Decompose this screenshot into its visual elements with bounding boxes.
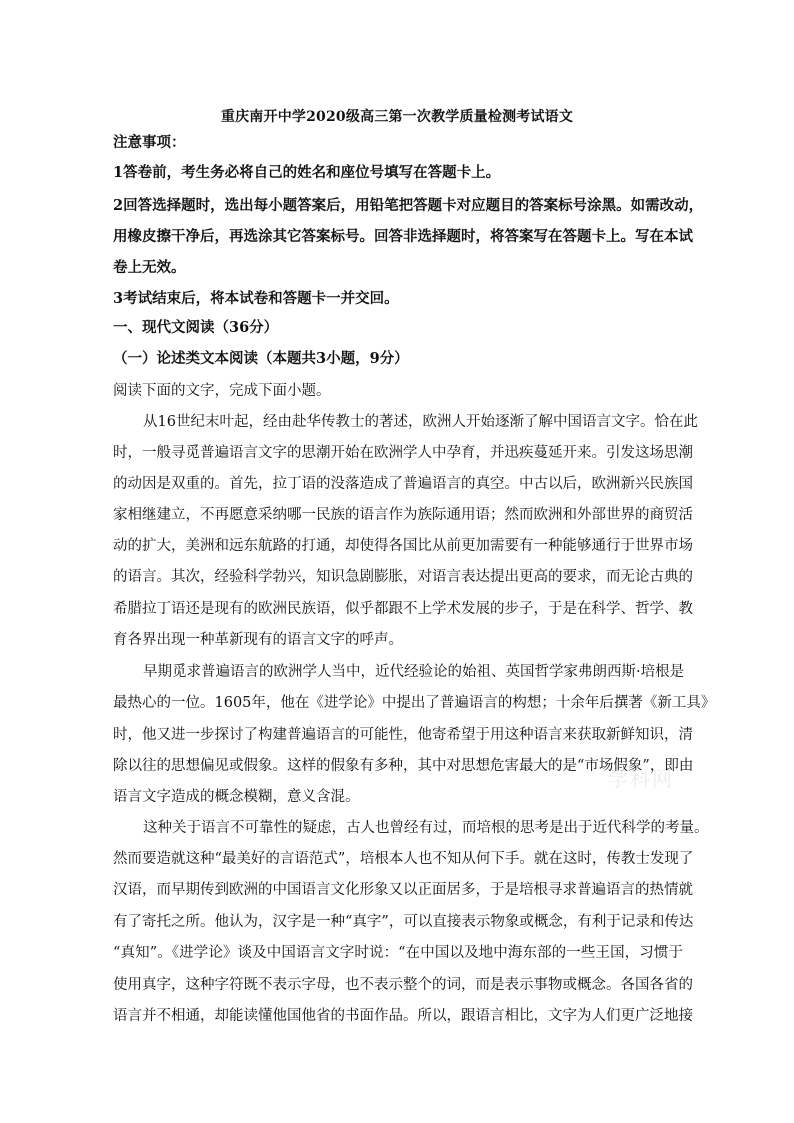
section-heading: 一、现代文阅读（36分） — [113, 319, 279, 336]
body-line: 除以往的思想偏见或假象。这样的假象有多种，其中对思想危害最大的是“市场假象”，即由 — [113, 758, 694, 774]
body-line: “真知”。《进学论》谈及中国语言文字时说：“在中国以及地中海东部的一些王国，习惯于 — [113, 945, 683, 961]
body-line: 然而要造就这种“最美好的言语范式”，培根本人也不知从何下手。就在这时，传教士发现了 — [113, 851, 694, 867]
notice-heading: 注意事项： — [113, 134, 186, 151]
notice-item: 3考试结束后，将本试卷和答题卡一并交回。 — [113, 290, 399, 307]
body-line: 汉语，而早期传到欧洲的中国语言文化形象又以正面居多，于是培根寻求普遍语言的热情就 — [113, 882, 693, 898]
body-line: 早期觅求普遍语言的欧洲学人当中，近代经验论的始祖、英国哲学家弗朗西斯·培根是 — [143, 664, 685, 680]
body-line: 使用真字，这种字符既不表示字母，也不表示整个的词，而是表示事物或概念。各国各省的 — [113, 977, 693, 993]
body-line: 最热心的一位。1605年，他在《进学论》中提出了普遍语言的构想；十余年后撰著《新工具》 — [113, 695, 716, 711]
body-line: 时，一般寻觅普遍语言文字的思潮开始在欧洲学人中孕育，并迅疾蔓延开来。引发这场思潮 — [113, 445, 693, 461]
body-line: 动的扩大，美洲和远东航路的打通，却使得各国比从前更加需要有一种能够通行于世界市场 — [113, 538, 693, 554]
body-line: 这种关于语言不可靠性的疑虑，古人也曾经有过，而培根的思考是出于近代科学的考量。 — [143, 820, 709, 836]
document-title: 重庆南开中学2020级高三第一次教学质量检测考试语文 — [220, 109, 574, 125]
subsection-heading: （一）论述类文本阅读（本题共3小题，9分） — [113, 350, 409, 367]
body-line: 语言并不相通，却能读懂他国他省的书面作品。所以，跟语言相比，文字为人们更广泛地接 — [113, 1008, 693, 1024]
body-line: 从16世纪末叶起，经由赴华传教士的著述，欧洲人开始逐渐了解中国语言文字。恰在此 — [143, 414, 698, 430]
notice-item: 2回答选择题时，选出每小题答案后，用铅笔把答题卡对应题目的答案标号涂黑。如需改动， — [113, 197, 704, 214]
body-line: 的动因是双重的。首先，拉丁语的没落造成了普遍语言的真空。中古以后，欧洲新兴民族国 — [113, 476, 693, 492]
notice-item: 1答卷前，考生务必将自己的姓名和座位号填写在答题卡上。 — [113, 164, 501, 181]
body-line: 时，他又进一步探讨了构建普遍语言的可能性，他寄希望于用这种语言来获取新鲜知识，清 — [113, 727, 693, 743]
body-line: 语言文字造成的概念模糊，意义含混。 — [113, 789, 360, 805]
body-line: 育各界出现一种革新现有的语言文字的呼声。 — [113, 632, 403, 648]
body-line: 的语言。其次，经验科学勃兴，知识急剧膨胀，对语言表达提出更高的要求，而无论古典的 — [113, 569, 693, 585]
notice-item: 用橡皮擦干净后，再选涂其它答案标号。回答非选择题时，将答案写在答题卡上。写在本试 — [113, 228, 693, 245]
body-line: 家相继建立，不再愿意采纳哪一民族的语言作为族际通用语；然而欧洲和外部世界的商贸活 — [113, 507, 693, 523]
body-line: 有了寄托之所。他认为，汉字是一种“真字”，可以直接表示物象或概念，有利于记录和传达 — [113, 914, 694, 930]
body-line: 希腊拉丁语还是现有的欧洲民族语，似乎都跟不上学术发展的步子，于是在科学、哲学、教 — [113, 601, 693, 617]
reading-instruction: 阅读下面的文字，完成下面小题。 — [113, 383, 331, 399]
watermark: 学科网 — [608, 767, 674, 791]
notice-item: 卷上无效。 — [113, 259, 186, 276]
